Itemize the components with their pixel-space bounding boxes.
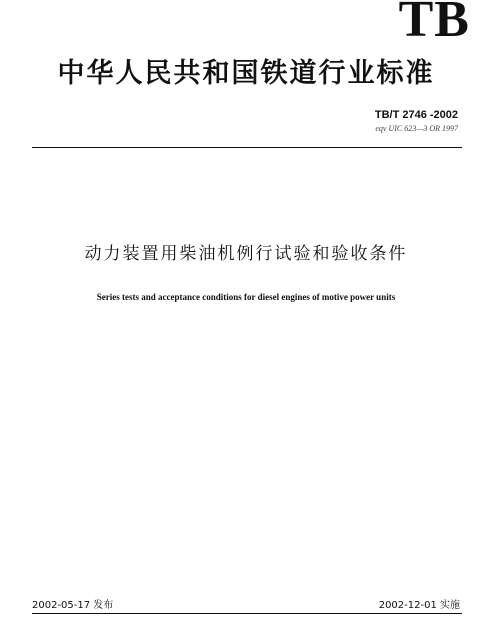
tb-logo: TB — [398, 0, 470, 48]
standard-equivalence: eqv UIC 623—3 OR 1997 — [375, 124, 458, 133]
top-divider — [32, 147, 462, 148]
implementation-date: 2002-12-01 实施 — [378, 600, 460, 611]
standard-number: TB/T 2746 -2002 — [374, 109, 458, 121]
standard-title: 中华人民共和国铁道行业标准 — [57, 58, 435, 89]
issue-date: 2002-05-17 发布 — [32, 600, 114, 611]
document-title: 动力装置用柴油机例行试验和验收条件 — [84, 244, 408, 264]
bottom-divider — [32, 613, 462, 614]
document-title-english: Series tests and acceptance conditions for diesel engines of motive power units — [96, 292, 396, 302]
